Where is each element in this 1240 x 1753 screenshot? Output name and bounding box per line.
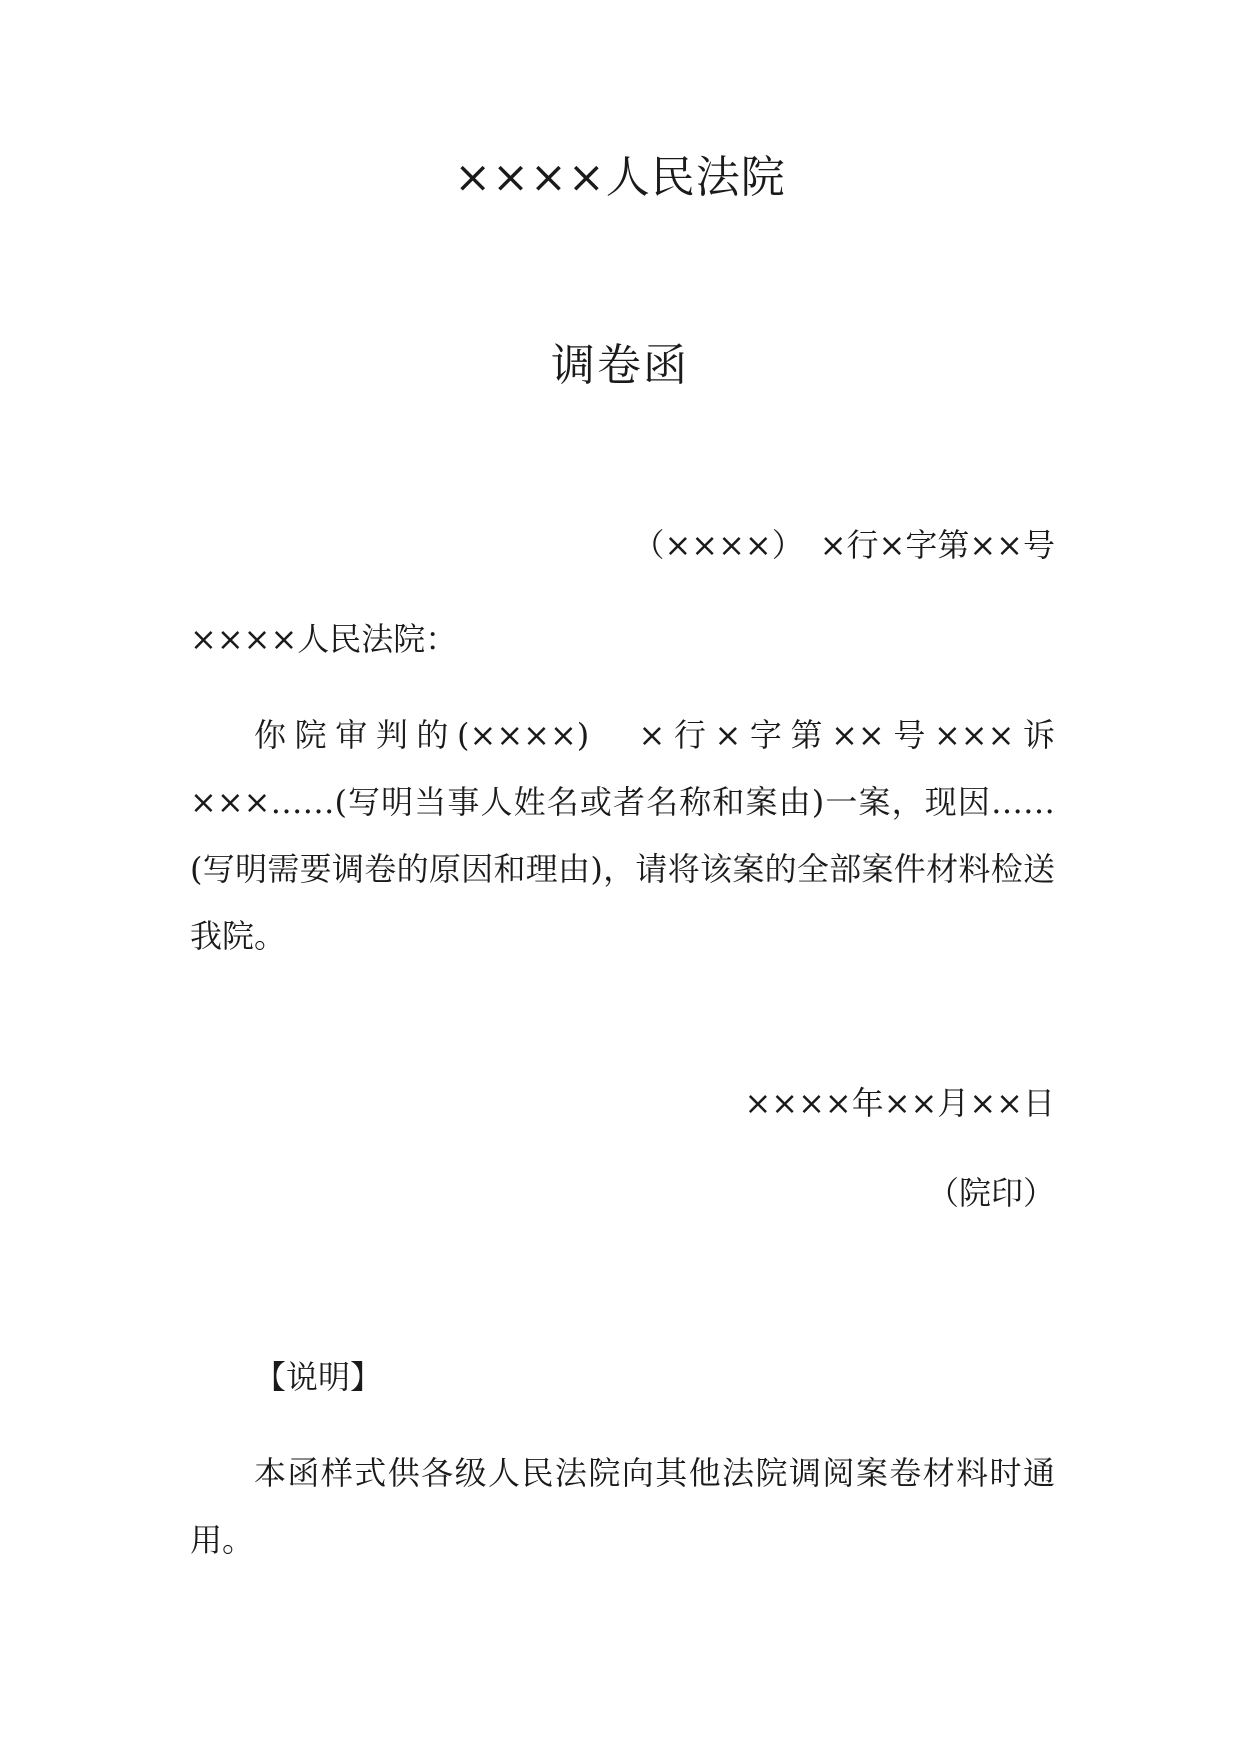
note-heading: 【说明】 — [254, 1358, 383, 1396]
body-paragraph: 你院审判的(××××) ×行×字第××号×××诉×××……(写明当事人姓名或者名称和案由)一案，现因……(写明需要调卷的原因和理由)，请将该案的全部案件材料检送我院。 — [190, 716, 1055, 955]
note-paragraph: 本函样式供各级人民法院向其他法院调阅案卷材料时通用。 — [190, 1454, 1055, 1559]
document-title: 调卷函 — [551, 340, 689, 391]
addressee: ××××人民法院： — [190, 620, 458, 658]
court-title: ××××人民法院 — [454, 152, 786, 203]
seal-placeholder: （院印） — [926, 1174, 1055, 1212]
date-line: ××××年××月××日 — [744, 1084, 1055, 1122]
case-number: （××××） ×行×字第××号 — [632, 526, 1055, 564]
